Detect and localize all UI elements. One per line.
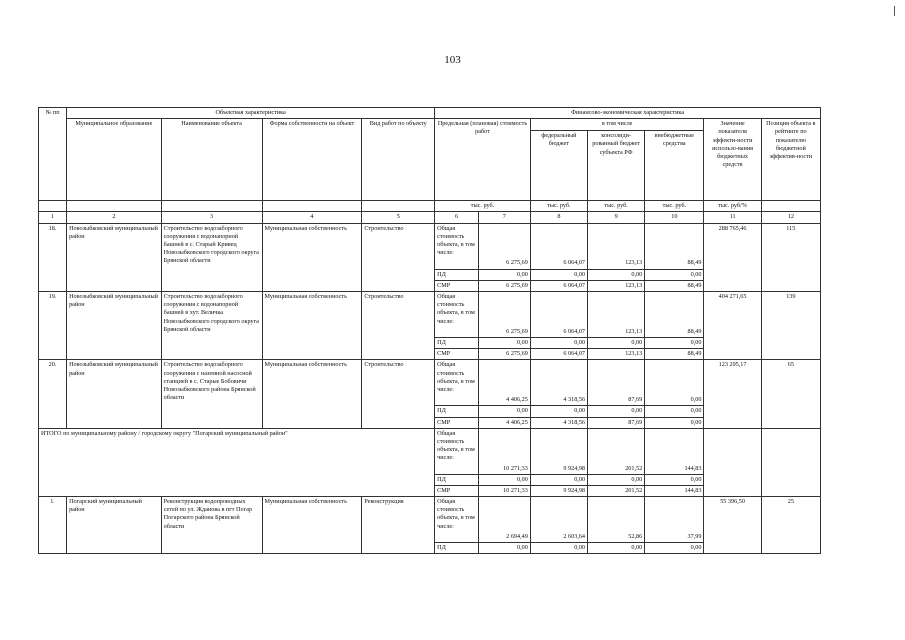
cost-label: СМР [435, 280, 479, 291]
row-number: 1. [39, 497, 67, 554]
extrabudget-value: 0,00 [645, 406, 704, 417]
col-number: 2 [67, 212, 162, 223]
header-municipality: Муниципальное образование [67, 119, 162, 201]
col-number: 8 [530, 212, 587, 223]
cost-label: ПД [435, 543, 479, 554]
object-name: Строительство водозаборного сооружения с водонапорной башней в хут. Величка Новозыбковского городского округа Брянской области [161, 291, 262, 359]
extrabudget-value: 37,99 [645, 497, 704, 543]
table-row [39, 497, 821, 543]
extrabudget-value: 0,00 [645, 269, 704, 280]
object-name: Строительство водозаборного сооружения с наземной насосной станцией в с. Старые Бобовичи Новозыбковского района Брянской области [161, 360, 262, 428]
municipality: Новозыбковский муниципальный район [67, 360, 162, 428]
cost-label: Общая стоимость объекта, в том числе: [435, 223, 479, 269]
col-number: 4 [262, 212, 362, 223]
header-row-titles [39, 119, 821, 131]
cost-label: ПД [435, 337, 479, 348]
scan-edge-mark [894, 6, 895, 16]
row-number: 19. [39, 291, 67, 359]
col-number: 5 [362, 212, 435, 223]
cost-label: Общая стоимость объекта, в том числе: [435, 360, 479, 406]
header-including: в том числе [530, 119, 704, 131]
column-number-row [39, 212, 821, 223]
unit-consolidated: тыс. руб. [588, 201, 645, 212]
cost-total: 4 406,25 [478, 417, 530, 428]
header-ownership: Форма собственности на объект [262, 119, 362, 201]
extrabudget-value: 0,00 [645, 417, 704, 428]
municipality: Погарский муниципальный район [67, 497, 162, 554]
table-row [39, 360, 821, 406]
federal-budget-value: 6 064,07 [530, 349, 587, 360]
unit-extrabudget: тыс. руб. [645, 201, 704, 212]
extrabudget-value: 88,49 [645, 291, 704, 337]
efficiency-indicator: 288 765,46 [704, 223, 761, 291]
federal-budget-value: 4 318,56 [530, 360, 587, 406]
consolidated-budget-value: 87,69 [588, 417, 645, 428]
cost-label: СМР [435, 417, 479, 428]
header-no: № пп [39, 108, 67, 201]
cost-label: Общая стоимость объекта, в том числе: [435, 291, 479, 337]
extrabudget-value: 88,49 [645, 280, 704, 291]
header-object-characteristic: Объектная характеристика [67, 108, 435, 119]
consolidated-budget-value: 0,00 [588, 269, 645, 280]
cost-total: 4 406,25 [478, 360, 530, 406]
rating-position: 25 [761, 497, 820, 554]
federal-budget-value: 0,00 [530, 337, 587, 348]
cost-total: 10 271,33 [478, 428, 530, 474]
object-name: Строительство водозаборного сооружения с водонапорной башней в с. Старый Кривец Новозыбковского городского округа Брянской области [161, 223, 262, 291]
consolidated-budget-value: 201,52 [588, 485, 645, 496]
unit-federal: тыс. руб. [530, 201, 587, 212]
federal-budget-value: 9 924,98 [530, 428, 587, 474]
row-number: 18. [39, 223, 67, 291]
col-number: 6 [435, 212, 479, 223]
unit-indicator: тыс. руб/% [704, 201, 761, 212]
object-name: Реконструкция водопроводных сетей по ул. Жданова в пгт Погар Погарского района Брянской области [161, 497, 262, 554]
col-number: 3 [161, 212, 262, 223]
header-planned-cost: Предельная (плановая) стоимость работ [435, 119, 531, 201]
row-number: 20. [39, 360, 67, 428]
municipality: Новозыбковский муниципальный район [67, 291, 162, 359]
extrabudget-value: 0,00 [645, 337, 704, 348]
ownership: Муниципальная собственность [262, 497, 362, 554]
col-number: 10 [645, 212, 704, 223]
federal-budget-value: 4 318,56 [530, 417, 587, 428]
ownership: Муниципальная собственность [262, 223, 362, 291]
header-position: Позиция объекта в рейтинге по показателю бюджетной эффектив-ности [761, 119, 820, 201]
header-row-groups [39, 108, 821, 119]
header-extrabudget: внебюджетные средства [645, 131, 704, 201]
extrabudget-value: 144,83 [645, 428, 704, 474]
header-row-units [39, 201, 821, 212]
cost-total: 0,00 [478, 474, 530, 485]
header-object-name: Наименование объекта [161, 119, 262, 201]
cost-label: СМР [435, 349, 479, 360]
header-consolidated: консолиди-рованный бюджет субъекта РФ [588, 131, 645, 201]
extrabudget-value: 144,83 [645, 485, 704, 496]
federal-budget-value: 6 064,07 [530, 280, 587, 291]
table-body [39, 108, 821, 554]
extrabudget-value: 0,00 [645, 543, 704, 554]
cost-total: 10 271,33 [478, 485, 530, 496]
extrabudget-value: 0,00 [645, 474, 704, 485]
consolidated-budget-value: 123,13 [588, 291, 645, 337]
consolidated-budget-value: 52,86 [588, 497, 645, 543]
rating-position: 115 [761, 223, 820, 291]
consolidated-budget-value: 123,13 [588, 223, 645, 269]
header-federal: федеральный бюджет [530, 131, 587, 201]
col-number: 1 [39, 212, 67, 223]
federal-budget-value: 6 064,07 [530, 223, 587, 269]
empty-cell [704, 428, 761, 496]
cost-label: ПД [435, 406, 479, 417]
cost-total: 0,00 [478, 269, 530, 280]
cost-total: 6 275,69 [478, 223, 530, 269]
federal-budget-value: 0,00 [530, 406, 587, 417]
cost-total: 6 275,69 [478, 291, 530, 337]
federal-budget-value: 0,00 [530, 474, 587, 485]
consolidated-budget-value: 123,13 [588, 349, 645, 360]
extrabudget-value: 88,49 [645, 223, 704, 269]
extrabudget-value: 88,49 [645, 349, 704, 360]
consolidated-budget-value: 201,52 [588, 428, 645, 474]
federal-budget-value: 0,00 [530, 269, 587, 280]
rating-position: 139 [761, 291, 820, 359]
col-number: 9 [588, 212, 645, 223]
total-row [39, 428, 821, 474]
consolidated-budget-value: 123,13 [588, 280, 645, 291]
header-indicator: Значение показателя эффекти-ности использо-вания бюджетных средств [704, 119, 761, 201]
efficiency-indicator: 123 295,17 [704, 360, 761, 428]
federal-budget-value: 0,00 [530, 543, 587, 554]
extrabudget-value: 0,00 [645, 360, 704, 406]
work-type: Строительство [362, 223, 435, 291]
consolidated-budget-value: 87,69 [588, 360, 645, 406]
total-label: ИТОГО по муниципальному району / городскому округу "Погарский муниципальный район" [39, 428, 435, 496]
consolidated-budget-value: 0,00 [588, 337, 645, 348]
federal-budget-value: 2 603,64 [530, 497, 587, 543]
table-row [39, 291, 821, 337]
ownership: Муниципальная собственность [262, 360, 362, 428]
work-type: Реконструкция [362, 497, 435, 554]
header-work-type: Вид работ по объекту [362, 119, 435, 201]
efficiency-indicator: 55 396,50 [704, 497, 761, 554]
financial-table [38, 107, 821, 554]
col-number: 11 [704, 212, 761, 223]
efficiency-indicator: 404 271,65 [704, 291, 761, 359]
table-row [39, 223, 821, 269]
federal-budget-value: 9 924,98 [530, 485, 587, 496]
cost-label: ПД [435, 269, 479, 280]
header-financial-characteristic: Финансово-экономическая характеристика [435, 108, 821, 119]
work-type: Строительство [362, 291, 435, 359]
cost-total: 6 275,69 [478, 280, 530, 291]
ownership: Муниципальная собственность [262, 291, 362, 359]
consolidated-budget-value: 0,00 [588, 474, 645, 485]
rating-position: 65 [761, 360, 820, 428]
cost-total: 0,00 [478, 406, 530, 417]
cost-label: Общая стоимость объекта, в том числе: [435, 497, 479, 543]
empty-cell [761, 428, 820, 496]
consolidated-budget-value: 0,00 [588, 543, 645, 554]
consolidated-budget-value: 0,00 [588, 406, 645, 417]
page-number: 103 [444, 54, 461, 66]
unit-cost: тыс. руб. [435, 201, 531, 212]
col-number: 7 [478, 212, 530, 223]
col-number: 12 [761, 212, 820, 223]
cost-label: ПД [435, 474, 479, 485]
cost-total: 0,00 [478, 543, 530, 554]
cost-total: 0,00 [478, 337, 530, 348]
cost-total: 6 275,69 [478, 349, 530, 360]
cost-label: Общая стоимость объекта, в том числе: [435, 428, 479, 474]
work-type: Строительство [362, 360, 435, 428]
municipality: Новозыбковский муниципальный район [67, 223, 162, 291]
cost-label: СМР [435, 485, 479, 496]
cost-total: 2 694,49 [478, 497, 530, 543]
federal-budget-value: 6 064,07 [530, 291, 587, 337]
